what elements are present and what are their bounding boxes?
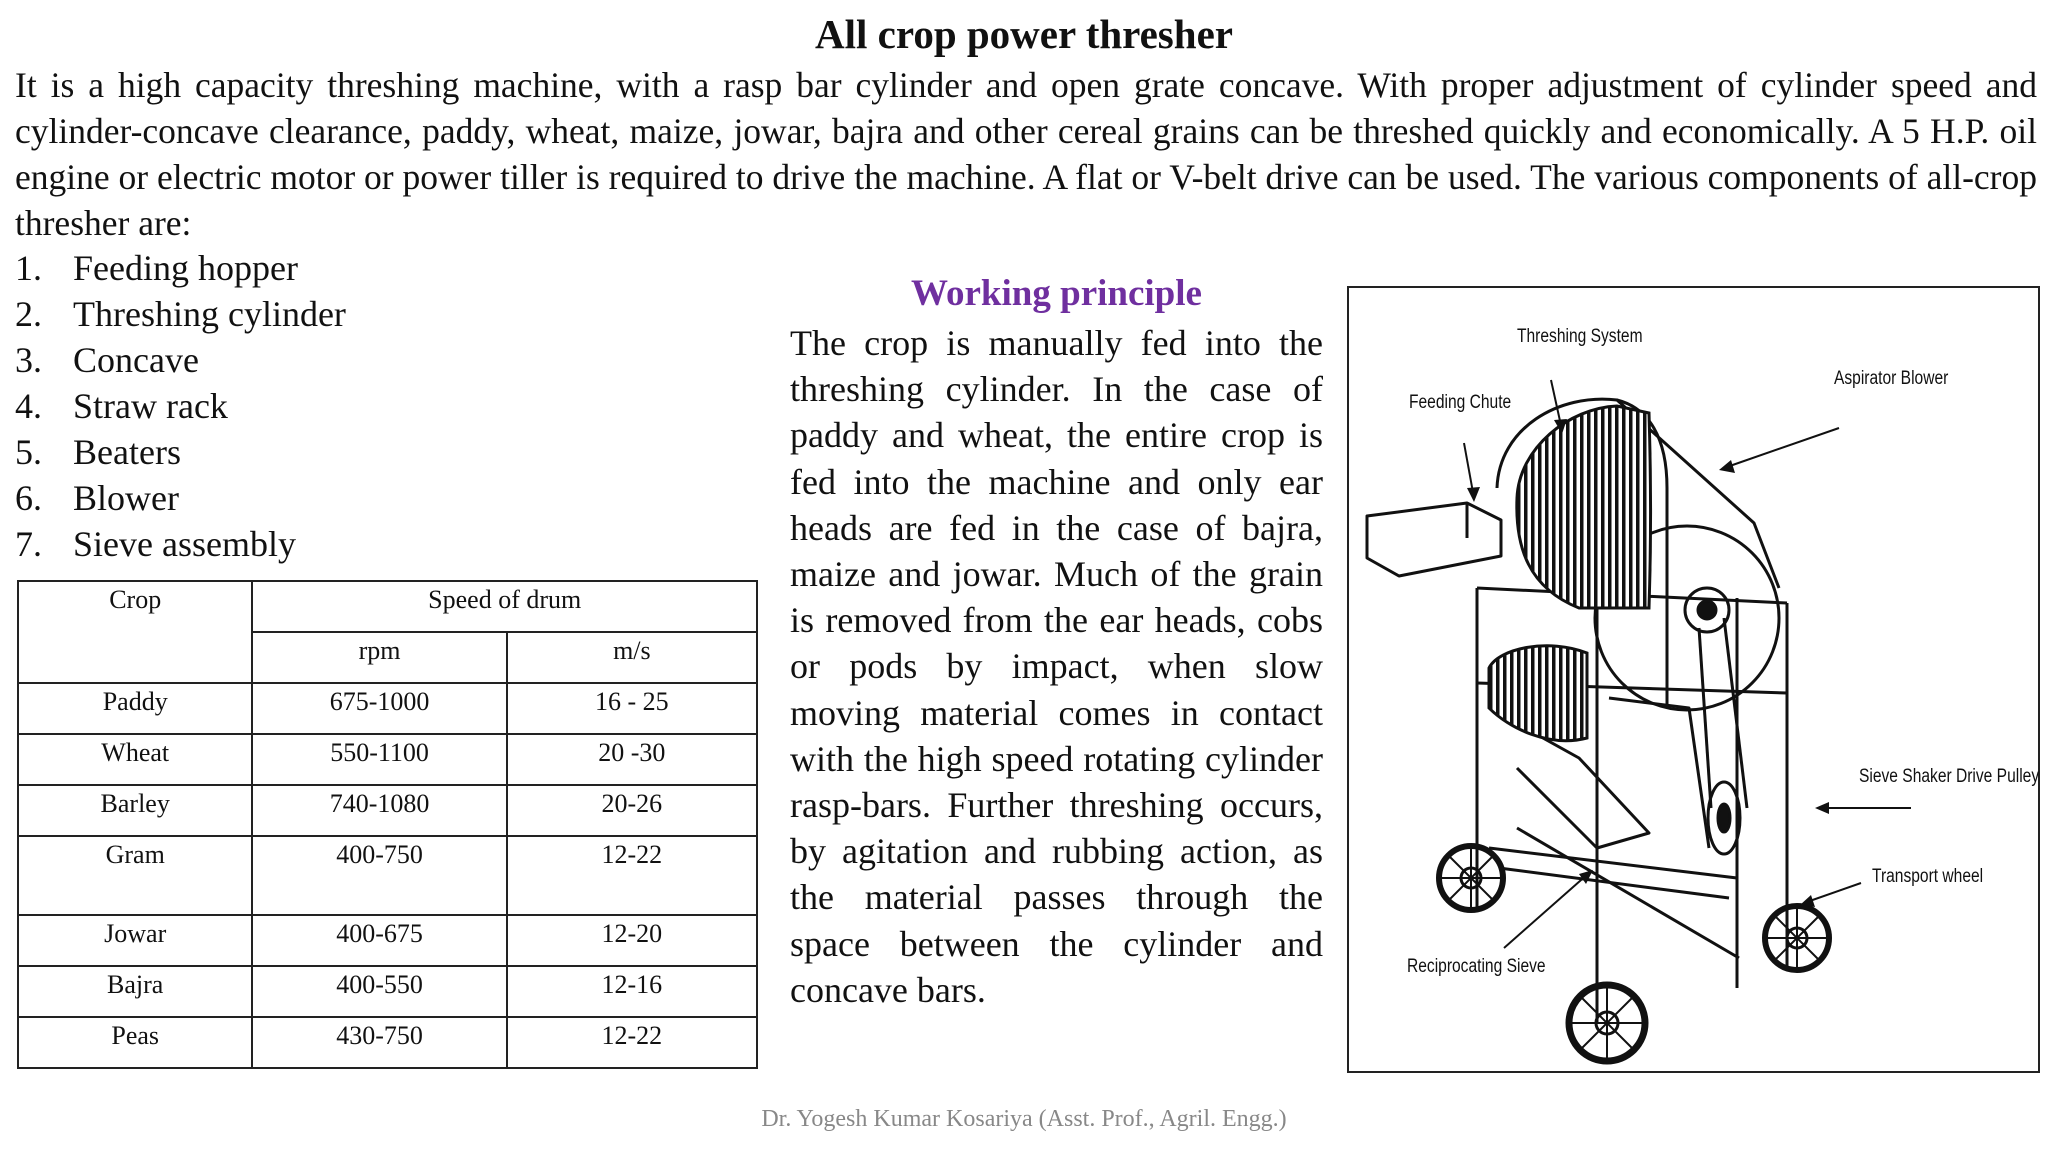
cell-ms: 12-22 — [507, 836, 757, 915]
label-reciprocating-sieve: Reciprocating Sieve — [1407, 956, 1546, 977]
list-item — [15, 521, 346, 567]
list-label: Blower — [73, 478, 179, 518]
list-label: Sieve assembly — [73, 524, 296, 564]
list-number: 1. — [15, 248, 42, 288]
cell-crop: Wheat — [18, 734, 252, 785]
cell-rpm: 400-550 — [252, 966, 506, 1017]
list-number: 3. — [15, 340, 42, 380]
intro-paragraph: It is a high capacity threshing machine, with a rasp bar cylinder and open grate concave. With proper adjustment of cylinder speed and cylinder-concave clearance, paddy, wheat, maize, jowar, bajra and other cereal grains can be threshed quickly and economically. A 5 H.P. oil engine or electric motor or power tiller is required to drive the machine. A flat or V-belt drive can be used. The various components of all-crop thresher are: — [15, 65, 2037, 243]
table-row — [18, 836, 757, 915]
cell-crop: Bajra — [18, 966, 252, 1017]
list-item — [15, 337, 346, 383]
table-row — [18, 915, 757, 966]
cell-ms: 12-20 — [507, 915, 757, 966]
working-principle-text: The crop is manually fed into the threshing cylinder. In the case of paddy and wheat, the entire crop is fed into the machine and only ear heads are fed in the case of bajra, maize and jowar. Much of the grain is removed from the ear heads, cobs or pods by impact, when slow moving material comes in contact with the high speed rotating cylinder rasp-bars. Further threshing occurs, by agitation and rubbing action, as the material passes through the space between the cylinder and concave bars. — [790, 323, 1323, 1010]
list-item — [15, 245, 346, 291]
label-threshing-system: Threshing System — [1517, 326, 1643, 347]
table-row — [18, 734, 757, 785]
cell-rpm: 550-1100 — [252, 734, 506, 785]
table-row — [18, 966, 757, 1017]
header-crop: Crop — [18, 581, 252, 683]
list-number: 6. — [15, 478, 42, 518]
list-label: Straw rack — [73, 386, 228, 426]
cell-ms: 12-16 — [507, 966, 757, 1017]
header-ms: m/s — [507, 632, 757, 683]
footer-author: Dr. Yogesh Kumar Kosariya (Asst. Prof., Agril. Engg.) — [761, 1106, 1287, 1132]
table-row — [18, 785, 757, 836]
label-feeding-chute: Feeding Chute — [1409, 392, 1512, 413]
table-header-row — [18, 581, 757, 632]
list-number: 4. — [15, 386, 42, 426]
list-item — [15, 475, 346, 521]
cell-rpm: 400-675 — [252, 915, 506, 966]
cell-rpm: 675-1000 — [252, 683, 506, 734]
cell-rpm: 740-1080 — [252, 785, 506, 836]
list-number: 5. — [15, 432, 42, 472]
table-row — [18, 1017, 757, 1068]
list-label: Concave — [73, 340, 199, 380]
list-label: Threshing cylinder — [73, 294, 346, 334]
list-item — [15, 291, 346, 337]
label-sieve-shaker-drive-pulley: Sieve Shaker Drive Pulley — [1859, 766, 2040, 787]
list-label: Beaters — [73, 432, 181, 472]
cell-crop: Peas — [18, 1017, 252, 1068]
cell-ms: 12-22 — [507, 1017, 757, 1068]
cell-crop: Gram — [18, 836, 252, 915]
page-title: All crop power thresher — [815, 11, 1233, 57]
header-rpm: rpm — [252, 632, 506, 683]
drum-speed-table — [17, 580, 758, 1069]
working-principle-heading: Working principle — [911, 273, 1202, 314]
header-speed: Speed of drum — [252, 581, 757, 632]
cell-crop: Jowar — [18, 915, 252, 966]
table-row — [18, 683, 757, 734]
cell-ms: 16 - 25 — [507, 683, 757, 734]
cell-rpm: 400-750 — [252, 836, 506, 915]
cell-rpm: 430-750 — [252, 1017, 506, 1068]
label-aspirator-blower: Aspirator Blower — [1834, 368, 1949, 389]
cell-crop: Barley — [18, 785, 252, 836]
thresher-figure — [1347, 286, 2040, 1073]
list-number: 2. — [15, 294, 42, 334]
cell-ms: 20-26 — [507, 785, 757, 836]
cell-ms: 20 -30 — [507, 734, 757, 785]
list-number: 7. — [15, 524, 42, 564]
label-transport-wheel: Transport wheel — [1872, 866, 1984, 887]
list-label: Feeding hopper — [73, 248, 298, 288]
cell-crop: Paddy — [18, 683, 252, 734]
list-item — [15, 383, 346, 429]
components-list — [15, 245, 346, 567]
list-item — [15, 429, 346, 475]
